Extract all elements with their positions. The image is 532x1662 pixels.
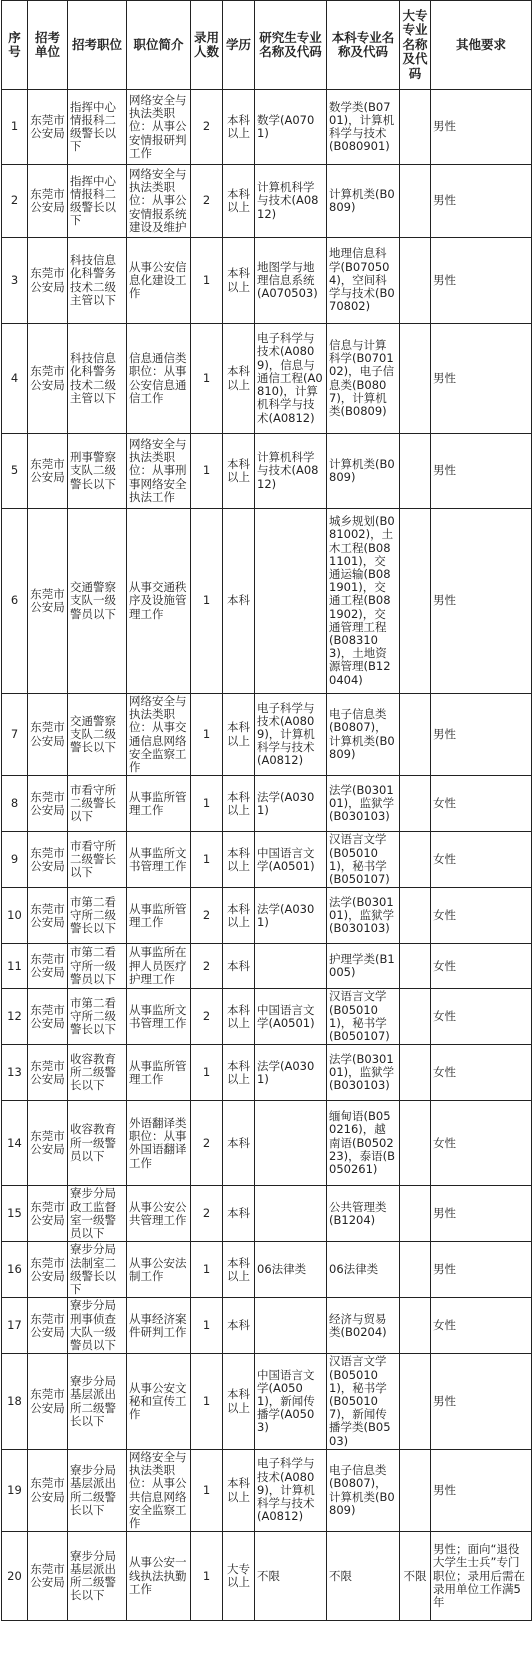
graduate-major-cell: 不限	[255, 1532, 327, 1621]
undergrad-major-cell: 地理信息科学(B070504)，空间科学与技术(B070802)	[327, 238, 400, 324]
count-cell: 1	[191, 1242, 223, 1298]
post-cell: 科技信息化科警务技术二级主管以下	[68, 238, 127, 324]
unit-cell: 东莞市公安局	[28, 324, 68, 434]
description-cell: 从事公安公共管理工作	[127, 1186, 191, 1242]
count-cell: 1	[191, 1532, 223, 1621]
other-requirements-cell: 男性	[431, 1242, 532, 1298]
education-cell: 本科以上	[223, 238, 255, 324]
other-requirements-cell: 男性	[431, 1354, 532, 1450]
undergrad-major-cell: 计算机类(B0809)	[327, 434, 400, 509]
post-cell: 市看守所二级警长以下	[68, 776, 127, 832]
count-cell: 1	[191, 1449, 223, 1531]
college-major-cell	[400, 1101, 431, 1186]
unit-cell: 东莞市公安局	[28, 434, 68, 509]
graduate-major-cell: 中国语言文学(A0501)，新闻传播学(A0503)	[255, 1354, 327, 1450]
other-requirements-cell: 女性	[431, 888, 532, 944]
description-cell: 网络安全与执法类职位：从事公安情报系统建设及维护	[127, 165, 191, 238]
description-cell: 从事公安信息化建设工作	[127, 238, 191, 324]
table-row	[2, 944, 532, 989]
other-requirements-cell: 男性	[431, 165, 532, 238]
row-number-cell: 1	[2, 90, 28, 165]
graduate-major-cell: 中国语言文学(A0501)	[255, 989, 327, 1045]
other-requirements-cell: 男性	[431, 694, 532, 776]
education-cell: 本科	[223, 1186, 255, 1242]
college-major-cell	[400, 90, 431, 165]
description-cell: 从事经济案件研判工作	[127, 1298, 191, 1354]
unit-cell: 东莞市公安局	[28, 165, 68, 238]
header-cell: 招考职位	[68, 1, 127, 90]
post-cell: 寮步分局基层派出所二级警长以下	[68, 1354, 127, 1450]
header-cell: 本科专业名称及代码	[327, 1, 400, 90]
recruitment-table	[1, 0, 532, 1621]
count-cell: 2	[191, 888, 223, 944]
description-cell: 从事监所管理工作	[127, 1045, 191, 1101]
table-row	[2, 1298, 532, 1354]
unit-cell: 东莞市公安局	[28, 509, 68, 694]
college-major-cell	[400, 509, 431, 694]
post-cell: 寮步分局刑事侦查大队一级警员以下	[68, 1298, 127, 1354]
undergrad-major-cell: 城乡规划(B081002)，土木工程(B081101)，交通运输(B081901)，交通工程(B081902)，交通管理工程(B083103)，土地资源管理(B120404)	[327, 509, 400, 694]
other-requirements-cell: 男性	[431, 1449, 532, 1531]
count-cell: 1	[191, 694, 223, 776]
row-number-cell: 5	[2, 434, 28, 509]
post-cell: 交通警察支队一级警员以下	[68, 509, 127, 694]
undergrad-major-cell: 数学类(B0701)，计算机科学与技术(B080901)	[327, 90, 400, 165]
post-cell: 指挥中心情报科二级警长以下	[68, 90, 127, 165]
post-cell: 寮步分局法制室二级警长以下	[68, 1242, 127, 1298]
table-row	[2, 509, 532, 694]
education-cell: 本科以上	[223, 434, 255, 509]
college-major-cell	[400, 1354, 431, 1450]
description-cell: 从事监所文书管理工作	[127, 832, 191, 888]
row-number-cell: 17	[2, 1298, 28, 1354]
undergrad-major-cell: 缅甸语(B050216)，越南语(B050223)，泰语(B050261)	[327, 1101, 400, 1186]
unit-cell: 东莞市公安局	[28, 832, 68, 888]
post-cell: 收容教育所一级警员以下	[68, 1101, 127, 1186]
unit-cell: 东莞市公安局	[28, 1298, 68, 1354]
undergrad-major-cell: 06法律类	[327, 1242, 400, 1298]
other-requirements-cell: 男性	[431, 1186, 532, 1242]
row-number-cell: 2	[2, 165, 28, 238]
unit-cell: 东莞市公安局	[28, 1354, 68, 1450]
unit-cell: 东莞市公安局	[28, 989, 68, 1045]
undergrad-major-cell: 电子信息类(B0807)，计算机类(B0809)	[327, 1449, 400, 1531]
table-row	[2, 1101, 532, 1186]
other-requirements-cell: 女性	[431, 1298, 532, 1354]
undergrad-major-cell: 法学(B030101)，监狱学(B030103)	[327, 888, 400, 944]
unit-cell: 东莞市公安局	[28, 90, 68, 165]
education-cell: 本科以上	[223, 1045, 255, 1101]
post-cell: 市看守所二级警长以下	[68, 832, 127, 888]
college-major-cell	[400, 1186, 431, 1242]
education-cell: 本科	[223, 1101, 255, 1186]
table-header-row	[2, 1, 532, 90]
other-requirements-cell: 女性	[431, 832, 532, 888]
graduate-major-cell	[255, 944, 327, 989]
header-cell: 其他要求	[431, 1, 532, 90]
college-major-cell	[400, 1242, 431, 1298]
college-major-cell	[400, 944, 431, 989]
table-row	[2, 1532, 532, 1621]
education-cell: 本科以上	[223, 1449, 255, 1531]
graduate-major-cell: 电子科学与技术(A0809)，计算机科学与技术(A0812)	[255, 1449, 327, 1531]
college-major-cell	[400, 832, 431, 888]
education-cell: 本科	[223, 509, 255, 694]
unit-cell: 东莞市公安局	[28, 1449, 68, 1531]
undergrad-major-cell: 计算机类(B0809)	[327, 165, 400, 238]
unit-cell: 东莞市公安局	[28, 1186, 68, 1242]
graduate-major-cell	[255, 1298, 327, 1354]
unit-cell: 东莞市公安局	[28, 238, 68, 324]
education-cell: 本科	[223, 1298, 255, 1354]
description-cell: 从事监所管理工作	[127, 888, 191, 944]
row-number-cell: 18	[2, 1354, 28, 1450]
table-row	[2, 238, 532, 324]
description-cell: 网络安全与执法类职位：从事公安情报研判工作	[127, 90, 191, 165]
college-major-cell	[400, 434, 431, 509]
education-cell: 本科以上	[223, 989, 255, 1045]
count-cell: 1	[191, 776, 223, 832]
description-cell: 外语翻译类职位：从事外国语翻译工作	[127, 1101, 191, 1186]
header-cell: 录用人数	[191, 1, 223, 90]
unit-cell: 东莞市公安局	[28, 694, 68, 776]
graduate-major-cell: 法学(A0301)	[255, 776, 327, 832]
graduate-major-cell: 电子科学与技术(A0809)，计算机科学与技术(A0812)	[255, 694, 327, 776]
other-requirements-cell: 女性	[431, 1045, 532, 1101]
undergrad-major-cell: 公共管理类(B1204)	[327, 1186, 400, 1242]
row-number-cell: 11	[2, 944, 28, 989]
table-row	[2, 1449, 532, 1531]
row-number-cell: 20	[2, 1532, 28, 1621]
count-cell: 1	[191, 238, 223, 324]
education-cell: 本科以上	[223, 1242, 255, 1298]
undergrad-major-cell: 汉语言文学(B050101)，秘书学(B050107)，新闻传播学类(B0503)	[327, 1354, 400, 1450]
count-cell: 2	[191, 165, 223, 238]
row-number-cell: 7	[2, 694, 28, 776]
table-row	[2, 1186, 532, 1242]
row-number-cell: 19	[2, 1449, 28, 1531]
other-requirements-cell: 男性	[431, 324, 532, 434]
row-number-cell: 13	[2, 1045, 28, 1101]
undergrad-major-cell: 法学(B030101)，监狱学(B030103)	[327, 1045, 400, 1101]
description-cell: 从事公安文秘和宣传工作	[127, 1354, 191, 1450]
table-row	[2, 832, 532, 888]
college-major-cell	[400, 238, 431, 324]
row-number-cell: 8	[2, 776, 28, 832]
post-cell: 寮步分局基层派出所二级警长以下	[68, 1449, 127, 1531]
education-cell: 本科以上	[223, 165, 255, 238]
undergrad-major-cell: 经济与贸易类(B0204)	[327, 1298, 400, 1354]
post-cell: 指挥中心情报科二级警长以下	[68, 165, 127, 238]
graduate-major-cell: 地图学与地理信息系统(A070503)	[255, 238, 327, 324]
table-row	[2, 434, 532, 509]
header-cell: 职位简介	[127, 1, 191, 90]
count-cell: 1	[191, 324, 223, 434]
description-cell: 从事交通秩序及设施管理工作	[127, 509, 191, 694]
college-major-cell	[400, 1298, 431, 1354]
description-cell: 从事监所管理工作	[127, 776, 191, 832]
other-requirements-cell: 女性	[431, 776, 532, 832]
college-major-cell	[400, 989, 431, 1045]
table-row	[2, 989, 532, 1045]
undergrad-major-cell: 不限	[327, 1532, 400, 1621]
table-row	[2, 776, 532, 832]
college-major-cell	[400, 324, 431, 434]
college-major-cell	[400, 1449, 431, 1531]
row-number-cell: 10	[2, 888, 28, 944]
graduate-major-cell: 计算机科学与技术(A0812)	[255, 165, 327, 238]
unit-cell: 东莞市公安局	[28, 1045, 68, 1101]
post-cell: 寮步分局政工监督室一级警员以下	[68, 1186, 127, 1242]
header-cell: 大专专业名称及代码	[400, 1, 431, 90]
table-row	[2, 1045, 532, 1101]
unit-cell: 东莞市公安局	[28, 1101, 68, 1186]
graduate-major-cell: 数学(A0701)	[255, 90, 327, 165]
undergrad-major-cell: 信息与计算科学(B070102)，电子信息类(B0807)，计算机类(B0809)	[327, 324, 400, 434]
row-number-cell: 14	[2, 1101, 28, 1186]
count-cell: 2	[191, 989, 223, 1045]
header-cell: 研究生专业名称及代码	[255, 1, 327, 90]
graduate-major-cell: 06法律类	[255, 1242, 327, 1298]
education-cell: 本科	[223, 944, 255, 989]
post-cell: 交通警察支队二级警长以下	[68, 694, 127, 776]
other-requirements-cell: 男性	[431, 238, 532, 324]
other-requirements-cell: 女性	[431, 989, 532, 1045]
graduate-major-cell: 法学(A0301)	[255, 888, 327, 944]
college-major-cell	[400, 694, 431, 776]
count-cell: 2	[191, 1101, 223, 1186]
undergrad-major-cell: 汉语言文学(B050101)，秘书学(B050107)	[327, 989, 400, 1045]
college-major-cell: 不限	[400, 1532, 431, 1621]
education-cell: 本科以上	[223, 776, 255, 832]
college-major-cell	[400, 776, 431, 832]
description-cell: 从事监所在押人员医疗护理工作	[127, 944, 191, 989]
post-cell: 科技信息化科警务技术二级主管以下	[68, 324, 127, 434]
other-requirements-cell: 男性	[431, 509, 532, 694]
college-major-cell	[400, 165, 431, 238]
description-cell: 信息通信类职位：从事公安信息通信工作	[127, 324, 191, 434]
description-cell: 网络安全与执法类职位：从事交通信息网络安全监察工作	[127, 694, 191, 776]
education-cell: 大专以上	[223, 1532, 255, 1621]
unit-cell: 东莞市公安局	[28, 1242, 68, 1298]
count-cell: 2	[191, 944, 223, 989]
count-cell: 2	[191, 90, 223, 165]
unit-cell: 东莞市公安局	[28, 888, 68, 944]
other-requirements-cell: 男性	[431, 434, 532, 509]
other-requirements-cell: 男性	[431, 90, 532, 165]
other-requirements-cell: 女性	[431, 1101, 532, 1186]
table-row	[2, 888, 532, 944]
undergrad-major-cell: 护理学类(B1005)	[327, 944, 400, 989]
education-cell: 本科以上	[223, 888, 255, 944]
graduate-major-cell: 中国语言文学(A0501)	[255, 832, 327, 888]
education-cell: 本科以上	[223, 1354, 255, 1450]
other-requirements-cell: 男性；面向“退役大学生士兵”专门职位；录用后需在录用单位工作满5年	[431, 1532, 532, 1621]
count-cell: 1	[191, 1354, 223, 1450]
header-cell: 序号	[2, 1, 28, 90]
unit-cell: 东莞市公安局	[28, 1532, 68, 1621]
post-cell: 寮步分局基层派出所二级警长以下	[68, 1532, 127, 1621]
unit-cell: 东莞市公安局	[28, 776, 68, 832]
table-row	[2, 1354, 532, 1450]
post-cell: 市第二看守所二级警长以下	[68, 888, 127, 944]
row-number-cell: 6	[2, 509, 28, 694]
row-number-cell: 4	[2, 324, 28, 434]
row-number-cell: 12	[2, 989, 28, 1045]
undergrad-major-cell: 电子信息类(B0807)，计算机类(B0809)	[327, 694, 400, 776]
description-cell: 网络安全与执法类职位：从事刑事网络安全执法工作	[127, 434, 191, 509]
college-major-cell	[400, 1045, 431, 1101]
other-requirements-cell: 女性	[431, 944, 532, 989]
count-cell: 2	[191, 1186, 223, 1242]
graduate-major-cell	[255, 1101, 327, 1186]
row-number-cell: 15	[2, 1186, 28, 1242]
description-cell: 从事公安法制工作	[127, 1242, 191, 1298]
row-number-cell: 9	[2, 832, 28, 888]
row-number-cell: 16	[2, 1242, 28, 1298]
count-cell: 1	[191, 832, 223, 888]
description-cell: 从事监所文书管理工作	[127, 989, 191, 1045]
table-row	[2, 1242, 532, 1298]
college-major-cell	[400, 888, 431, 944]
table-row	[2, 324, 532, 434]
post-cell: 市第二看守所一级警员以下	[68, 944, 127, 989]
undergrad-major-cell: 汉语言文学(B050101)，秘书学(B050107)	[327, 832, 400, 888]
description-cell: 网络安全与执法类职位：从事公共信息网络安全监察工作	[127, 1449, 191, 1531]
post-cell: 刑事警察支队二级警长以下	[68, 434, 127, 509]
post-cell: 收容教育所二级警长以下	[68, 1045, 127, 1101]
table-row	[2, 90, 532, 165]
education-cell: 本科以上	[223, 324, 255, 434]
graduate-major-cell: 电子科学与技术(A0809)，信息与通信工程(A0810)，计算机科学与技术(A0812)	[255, 324, 327, 434]
header-cell: 招考单位	[28, 1, 68, 90]
count-cell: 1	[191, 1298, 223, 1354]
unit-cell: 东莞市公安局	[28, 944, 68, 989]
table-row	[2, 165, 532, 238]
header-cell: 学历	[223, 1, 255, 90]
count-cell: 1	[191, 1045, 223, 1101]
table-row	[2, 694, 532, 776]
undergrad-major-cell: 法学(B030101)，监狱学(B030103)	[327, 776, 400, 832]
post-cell: 市第二看守所二级警长以下	[68, 989, 127, 1045]
education-cell: 本科以上	[223, 90, 255, 165]
count-cell: 1	[191, 434, 223, 509]
education-cell: 本科以上	[223, 832, 255, 888]
graduate-major-cell	[255, 1186, 327, 1242]
description-cell: 从事公安一线执法执勤工作	[127, 1532, 191, 1621]
graduate-major-cell: 法学(A0301)	[255, 1045, 327, 1101]
count-cell: 1	[191, 509, 223, 694]
education-cell: 本科以上	[223, 694, 255, 776]
graduate-major-cell	[255, 509, 327, 694]
row-number-cell: 3	[2, 238, 28, 324]
graduate-major-cell: 计算机科学与技术(A0812)	[255, 434, 327, 509]
